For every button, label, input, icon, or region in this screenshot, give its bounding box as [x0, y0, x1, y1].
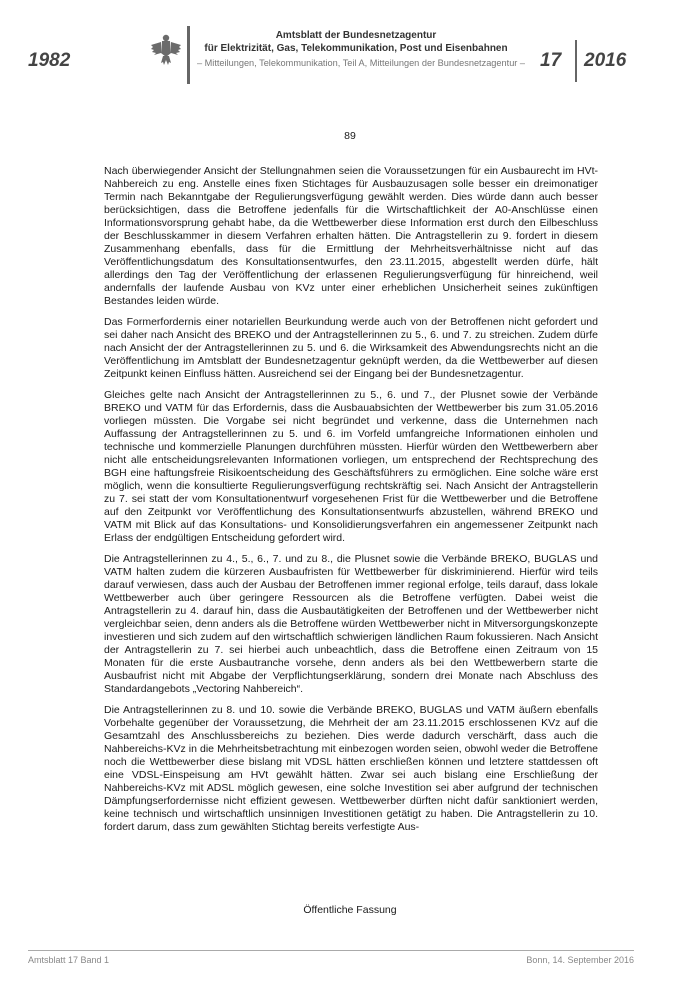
header-divider: [187, 26, 190, 84]
body-text: [104, 165, 598, 842]
header-subtitle: – Mitteilungen, Telekommunikation, Teil A, Mitteilungen der Bundesnetzagentur –: [196, 58, 526, 68]
paragraph: Die Antragstellerinnen zu 8. und 10. sowie die Verbände BREKO, BUGLAS und VATM äußern ebenfalls Vorbehalte gegenüber der Voraussetzung, die Mehrheit der am 23.11.2015 erschlossenen KVz auf die Gesamtzahl des Anschlussbereichs zu beziehen. Dies werde dadurch verschärft, dass auch die Nahbereichs-KVz in die Mehrheitsbetrachtung mit einbezogen worden seien, obwohl weder die Betroffene noch die Wettbewerber diese bislang mit VDSL hätten erschließen können und letztere stattdessen oft eine VDSL-Einspeisung am HVt gewählt hätten. Zwar sei auch bislang eine Erschließung der Nahbereichs-KVz mit ADSL möglich gewesen, eine solche Investition sei aber aufgrund der technischen Dämpfungserfordernisse nicht effizient gewesen. Wettbewerber dürften nicht dafür sanktioniert werden, keine technisch und wirtschaftlich unsinnigen Investitionen getätigt zu haben. Die Antragstellerin zu 10. fordert darum, dass zum gewählten Stichtag bereits verfestigte Aus-: [104, 704, 598, 833]
paragraph: Nach überwiegender Ansicht der Stellungnahmen seien die Voraussetzungen für ein Ausbaurecht im HVt-Nahbereich zu eng. Anstelle eines fixen Stichtages für Ausbauzusagen solle besser ein dreimonatiger Termin nach Bekanntgabe der Regulierungsverfügung gewählt werden. Dies würde dann auch besser berücksichtigen, dass die Betroffene jedenfalls für die Wirtschaftlichkeit der A0-Anschlüsse einen Informationsvorsprung gehabt habe, da die Wettbewerber diese Information erst durch den Eilbeschluss der Beschlusskammer in diesem Verfahren erhalten hätten. Die Antragstellerin zu 9. fordert in diesem Zusammenhang ebenfalls, dass für die Ermittlung der Mehrheitsverhältnisse nicht auf das Veröffentlichungsdatum des Konsultationsentwurfes, den 23.11.2015, abgestellt werden dürfe, hält allerdings den Tag der Veröffentlichung der erlassenen Regulierungsverfügung für hinreichend, weil andernfalls der laufende Ausbau von KVz unter einer erheblichen Unsicherheit seines zukünftigen Bestandes leiden würde.: [104, 165, 598, 307]
header-year: 2016: [584, 50, 627, 71]
paragraph: Die Antragstellerinnen zu 4., 5., 6., 7. und zu 8., die Plusnet sowie die Verbände BREKO, BUGLAS und VATM halten zudem die kürzeren Ausbaufristen für Wettbewerber für diskriminierend. Hierfür wird teils darauf verwiesen, dass auch der Ausbau der Betroffenen immer regional erfolge, teils darauf, dass lokale Wettbewerber auch über geringere Ressourcen als die Betroffene verfügten. Dabei weist die Antragstellerin zu 4. darauf hin, dass die Ausbautätigkeiten der Betroffenen und der Wettbewerber nicht vergleichbar seien, denn anders als die Betroffene würden Wettbewerber nicht in Mitversorgungskonzepte investieren und sich zudem auf den wirtschaftlich schwierigen ländlichen Raum fokussieren. Nach Ansicht der Antragstellerin zu 7. sei hierbei auch unbeachtlich, dass die Betroffene einen Zeitraum von 15 Monaten für die erste Ausbautranche vorsehe, denn anders als bei den Wettbewerbern starte die Ausbaufrist nicht mit Abgabe der Verpflichtungserklärung, sondern drei Monate nach Abschluss des Standardangebots „Vectoring Nahbereich“.: [104, 553, 598, 695]
header-divider-right: [575, 40, 577, 82]
header-title-line1: Amtsblatt der Bundesnetzagentur: [275, 30, 437, 41]
header-issue-number: 17: [540, 50, 562, 71]
paragraph: Gleiches gelte nach Ansicht der Antragstellerinnen zu 5., 6. und 7., der Plusnet sowie der Verbände BREKO und VATM für das Erfordernis, dass die Ausbauabsichten der Wettbewerber bis zum 31.05.2016 vorliegen müssten. Die Vorgabe sei nicht begründet und verkenne, dass die Unternehmen nach Auffassung der Antragstellerinnen zu 5. und 6. im Vorfeld umfangreiche Informationen einholen und technische und kommerzielle Planungen durchführen müssten. Hierfür würden den Wettbewerbern aber nicht alle entscheidungsrelevanten Informationen vorliegen, um entsprechend der Rechtsprechung des BGH eine haftungsfreie Risikoentscheidung des Geschäftsführers zu ermöglichen. Eine solche wäre erst möglich, wenn die konsultierte Regulierungsverfügung rechtskräftig sei. Nach Ansicht der Antragstellerin zu 7. sei statt der vom Konsultationentwurf vorgesehenen Frist für die Wettbewerber und die Betroffene auf den Zeitpunkt vor Veröffentlichung des Konsultationsentwurfs abzustellen, während BREKO und VATM mit Blick auf das Konsultations- und Konsolidierungsverfahren ein angemessener Zeitpunkt nach Erlass der endgültigen Entscheidung gefordert wird.: [104, 389, 598, 544]
paragraph: Das Formerfordernis einer notariellen Beurkundung werde auch von der Betroffenen nicht gefordert und sei daher nach Ansicht des BREKO und der Antragstellerinnen zu 5., 6. und 7. zu streichen. Zudem dürfe nach Ansicht der der Antragstellerinnen zu 5. und 6. die Wirksamkeit des Abwendungsrechts nicht an die Veröffentlichung im Amtsblatt der Bundesnetzagentur geknüpft werden, da die Wettbewerber auf diesen Zeitpunkt keinen Einfluss hätten. Ausreichend sei der Eingang bei der Bundesnetzagentur.: [104, 316, 598, 380]
federal-eagle-icon: [150, 32, 182, 66]
header-page-number: 1982: [28, 50, 71, 71]
header-title-line2: für Elektrizität, Gas, Telekommunikation, Post und Eisenbahnen: [204, 43, 508, 54]
footer-left: Amtsblatt 17 Band 1: [28, 955, 110, 965]
document-page-number: 89: [344, 130, 356, 142]
footer-right: Bonn, 14. September 2016: [526, 955, 634, 965]
public-version-label: Öffentliche Fassung: [303, 904, 397, 916]
footer-divider: [28, 950, 634, 951]
